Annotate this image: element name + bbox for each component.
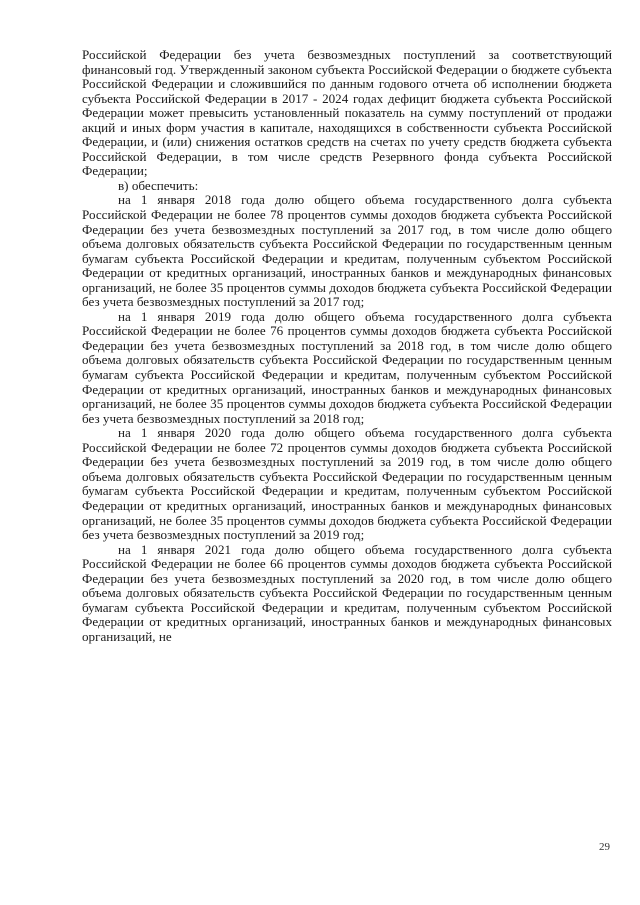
paragraph-2020-debt: на 1 января 2020 года долю общего объема государственного долга субъекта Российской Федерации не более 72 процентов суммы доходов бюджета субъекта Российской Федерации без учета безвозмездных поступлений за 2019 год, в том числе долю общего объема долговых обязательств субъекта Российской Федерации по государственным ценным бумагам субъекта Российской Федерации и кредитам, полученным субъектом Российской Федерации от кредитных организаций, иностранных банков и международных финансовых организаций, не более 35 процентов суммы доходов бюджета субъекта Российской Федерации без учета безвозмездных поступлений за 2019 год;: [82, 425, 612, 543]
paragraph-list-item-v: в) обеспечить:: [118, 177, 199, 193]
paragraph-continuation: Российской Федерации без учета безвозмездных поступлений за соответствующий финансовый год. Утвержденный законом субъекта Российской Федерации о бюджете субъекта Российской Федерации и сложившийся по данным годового отчета об исполнении бюджета субъекта Российской Федерации в 2017 - 2024 годах дефицит бюджета субъекта Российской Федерации может превысить установленный показатель на сумму поступлений от продажи акций и иных форм участия в капитале, находящихся в собственности субъекта Российской Федерации, и (или) снижения остатков средств на счетах по учету средств бюджета субъекта Российской Федерации, в том числе средств Резервного фонда субъекта Российской Федерации;: [82, 47, 612, 179]
paragraph-2019-debt: на 1 января 2019 года долю общего объема государственного долга субъекта Российской Федерации не более 76 процентов суммы доходов бюджета субъекта Российской Федерации без учета безвозмездных поступлений за 2018 год, в том числе долю общего объема долговых обязательств субъекта Российской Федерации по государственным ценным бумагам субъекта Российской Федерации и кредитам, полученным субъектом Российской Федерации от кредитных организаций, иностранных банков и международных финансовых организаций, не более 35 процентов суммы доходов бюджета субъекта Российской Федерации без учета безвозмездных поступлений за 2018 год;: [82, 308, 612, 426]
paragraph-2021-debt: на 1 января 2021 года долю общего объема государственного долга субъекта Российской Федерации не более 66 процентов суммы доходов бюджета субъекта Российской Федерации без учета безвозмездных поступлений за 2020 год, в том числе долю общего объема долговых обязательств субъекта Российской Федерации по государственным ценным бумагам субъекта Российской Федерации и кредитам, полученным субъектом Российской Федерации от кредитных организаций, иностранных банков и международных финансовых организаций, не: [82, 541, 612, 644]
paragraph-2018-debt: на 1 января 2018 года долю общего объема государственного долга субъекта Российской Федерации не более 78 процентов суммы доходов бюджета субъекта Российской Федерации без учета безвозмездных поступлений за 2017 год, в том числе долю общего объема долговых обязательств субъекта Российской Федерации по государственным ценным бумагам субъекта Российской Федерации и кредитам, полученным субъектом Российской Федерации от кредитных организаций, иностранных банков и международных финансовых организаций, не более 35 процентов суммы доходов бюджета субъекта Российской Федерации без учета безвозмездных поступлений за 2017 год;: [82, 192, 612, 310]
page-number: 29: [599, 841, 610, 853]
